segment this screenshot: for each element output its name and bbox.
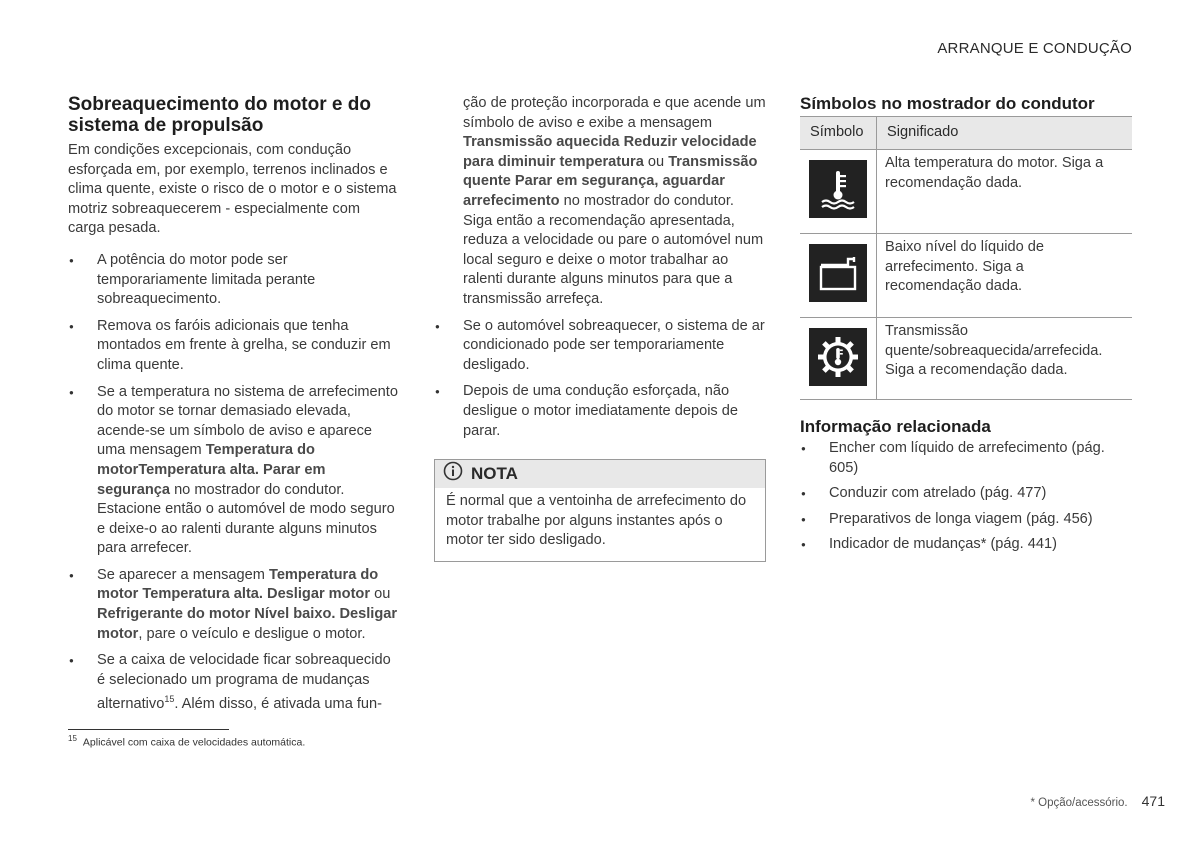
related-info	[800, 417, 1132, 555]
related-link[interactable]: ● Conduzir com atrelado (pág. 477)	[800, 484, 1132, 504]
display-message: Refrigerante do motor Nível baixo. Desligar motor	[97, 606, 398, 642]
table-cell-meaning: Alta temperatura do motor. Siga a recomendação dada.	[877, 150, 1133, 234]
footnote	[68, 734, 305, 749]
note-box	[434, 459, 766, 562]
column-right	[800, 94, 1132, 561]
list-item: ● Se aparecer a mensagem Temperatura do motor Temperatura alta. Desligar motor ou Refrigerante do motor Nível baixo. Desligar motor, pare o veículo e desligue o motor.	[68, 566, 400, 644]
bullet-list	[68, 251, 400, 715]
note-text: É normal que a ventoinha de arrefecimento do motor trabalhe por alguns instantes após o motor ter sido desligado.	[446, 493, 747, 549]
list-item: ● Depois de uma condução esforçada, não desligue o motor imediatamente depois de parar.	[434, 382, 766, 441]
page-number: 471	[1141, 793, 1165, 809]
column-middle	[434, 94, 766, 562]
related-link[interactable]: ● Indicador de mudanças* (pág. 441)	[800, 535, 1132, 555]
related-link[interactable]: ● Preparativos de longa viagem (pág. 456)	[800, 510, 1132, 530]
table-row	[800, 150, 1132, 234]
footnote-number: 15	[68, 734, 77, 743]
engine-coolant-temperature-icon	[809, 160, 867, 218]
column-left	[68, 94, 400, 722]
table-header-row	[800, 117, 1132, 150]
section-header: ARRANQUE E CONDUÇÃO	[937, 40, 1132, 57]
display-message: Temperatura do motor Temperatura alta. Desligar motor	[97, 566, 379, 603]
list-item: ● A potência do motor pode ser temporariamente limitada perante sobreaquecimento.	[68, 251, 400, 310]
table-row	[800, 234, 1132, 318]
symbols-title: Símbolos no mostrador do condutor	[800, 94, 1095, 113]
page-footer	[1030, 793, 1165, 809]
table-row	[800, 318, 1132, 400]
display-message: Transmissão quente Parar em segurança, aguardar arrefecimento	[463, 153, 758, 209]
table-cell-meaning: Transmissão quente/sobreaquecida/arrefecida. Siga a recomendação dada.	[877, 318, 1133, 400]
transmission-temperature-icon	[809, 328, 867, 386]
related-title: Informação relacionada	[800, 417, 991, 436]
symbols-table	[800, 116, 1132, 400]
footnote-ref[interactable]: 15	[164, 694, 175, 705]
info-icon	[443, 461, 463, 488]
display-message: Transmissão aquecida Reduzir velocidade para diminuir temperatura	[463, 134, 757, 170]
display-message: Temperatura do motorTemperatura alta. Parar em segurança	[97, 442, 326, 498]
table-header-symbol: Símbolo	[800, 117, 877, 150]
footnote-text: Aplicável com caixa de velocidades automática.	[82, 736, 306, 749]
coolant-level-icon	[809, 244, 867, 302]
section-title: Sobreaquecimento do motor e do sistema de propulsão	[68, 94, 371, 136]
list-item: ● Se a caixa de velocidade ficar sobreaquecido é selecionado um programa de mudanças alternativo$^{15}$. Além disso, é ativada uma fun-	[68, 651, 400, 715]
note-title: NOTA	[471, 464, 518, 484]
table-header-meaning: Significado	[877, 117, 1133, 150]
note-header	[435, 460, 765, 488]
bullet-list	[434, 317, 766, 442]
list-item: ● Remova os faróis adicionais que tenha montados em frente à grelha, se conduzir em clima quente.	[68, 317, 400, 376]
list-item: ● Se a temperatura no sistema de arrefecimento do motor se tornar demasiado elevada, acende-se um símbolo de aviso e aparece uma mensagem Temperatura do motorTemperatura alta. Parar em segurança no mostrador do condutor. Estacione então o automóvel de modo seguro e deixe-o ao ralenti durante alguns minutos para arrefecer.	[68, 383, 400, 559]
list-item: ● Se o automóvel sobreaquecer, o sistema de ar condicionado pode ser temporariamente desligado.	[434, 317, 766, 376]
footnote-divider	[68, 729, 229, 730]
option-note: * Opção/acessório.	[1030, 797, 1128, 809]
continued-bullet: ção de proteção incorporada e que acende um símbolo de aviso e exibe a mensagem Transmissão aquecida Reduzir velocidade para diminuir temperatura ou Transmissão quente Parar em segurança, aguardar arrefecimento no mostrador do condutor. Siga então a recomendação apresentada, reduza a velocidade ou pare o automóvel num local seguro e deixe o motor trabalhar ao ralenti durante alguns minutos para que a transmissão arrefeça.	[463, 95, 766, 307]
table-cell-meaning: Baixo nível do líquido de arrefecimento. Siga a recomendação dada.	[877, 234, 1133, 318]
related-list	[800, 439, 1132, 555]
related-link[interactable]: ● Encher com líquido de arrefecimento (pág. 605)	[800, 439, 1132, 478]
intro-paragraph: Em condições excepcionais, com condução esforçada em, por exemplo, terrenos inclinados e clima quente, existe o risco de o motor e o sistema motriz sobreaquecerem - especialmente com carga pesada.	[68, 142, 397, 237]
